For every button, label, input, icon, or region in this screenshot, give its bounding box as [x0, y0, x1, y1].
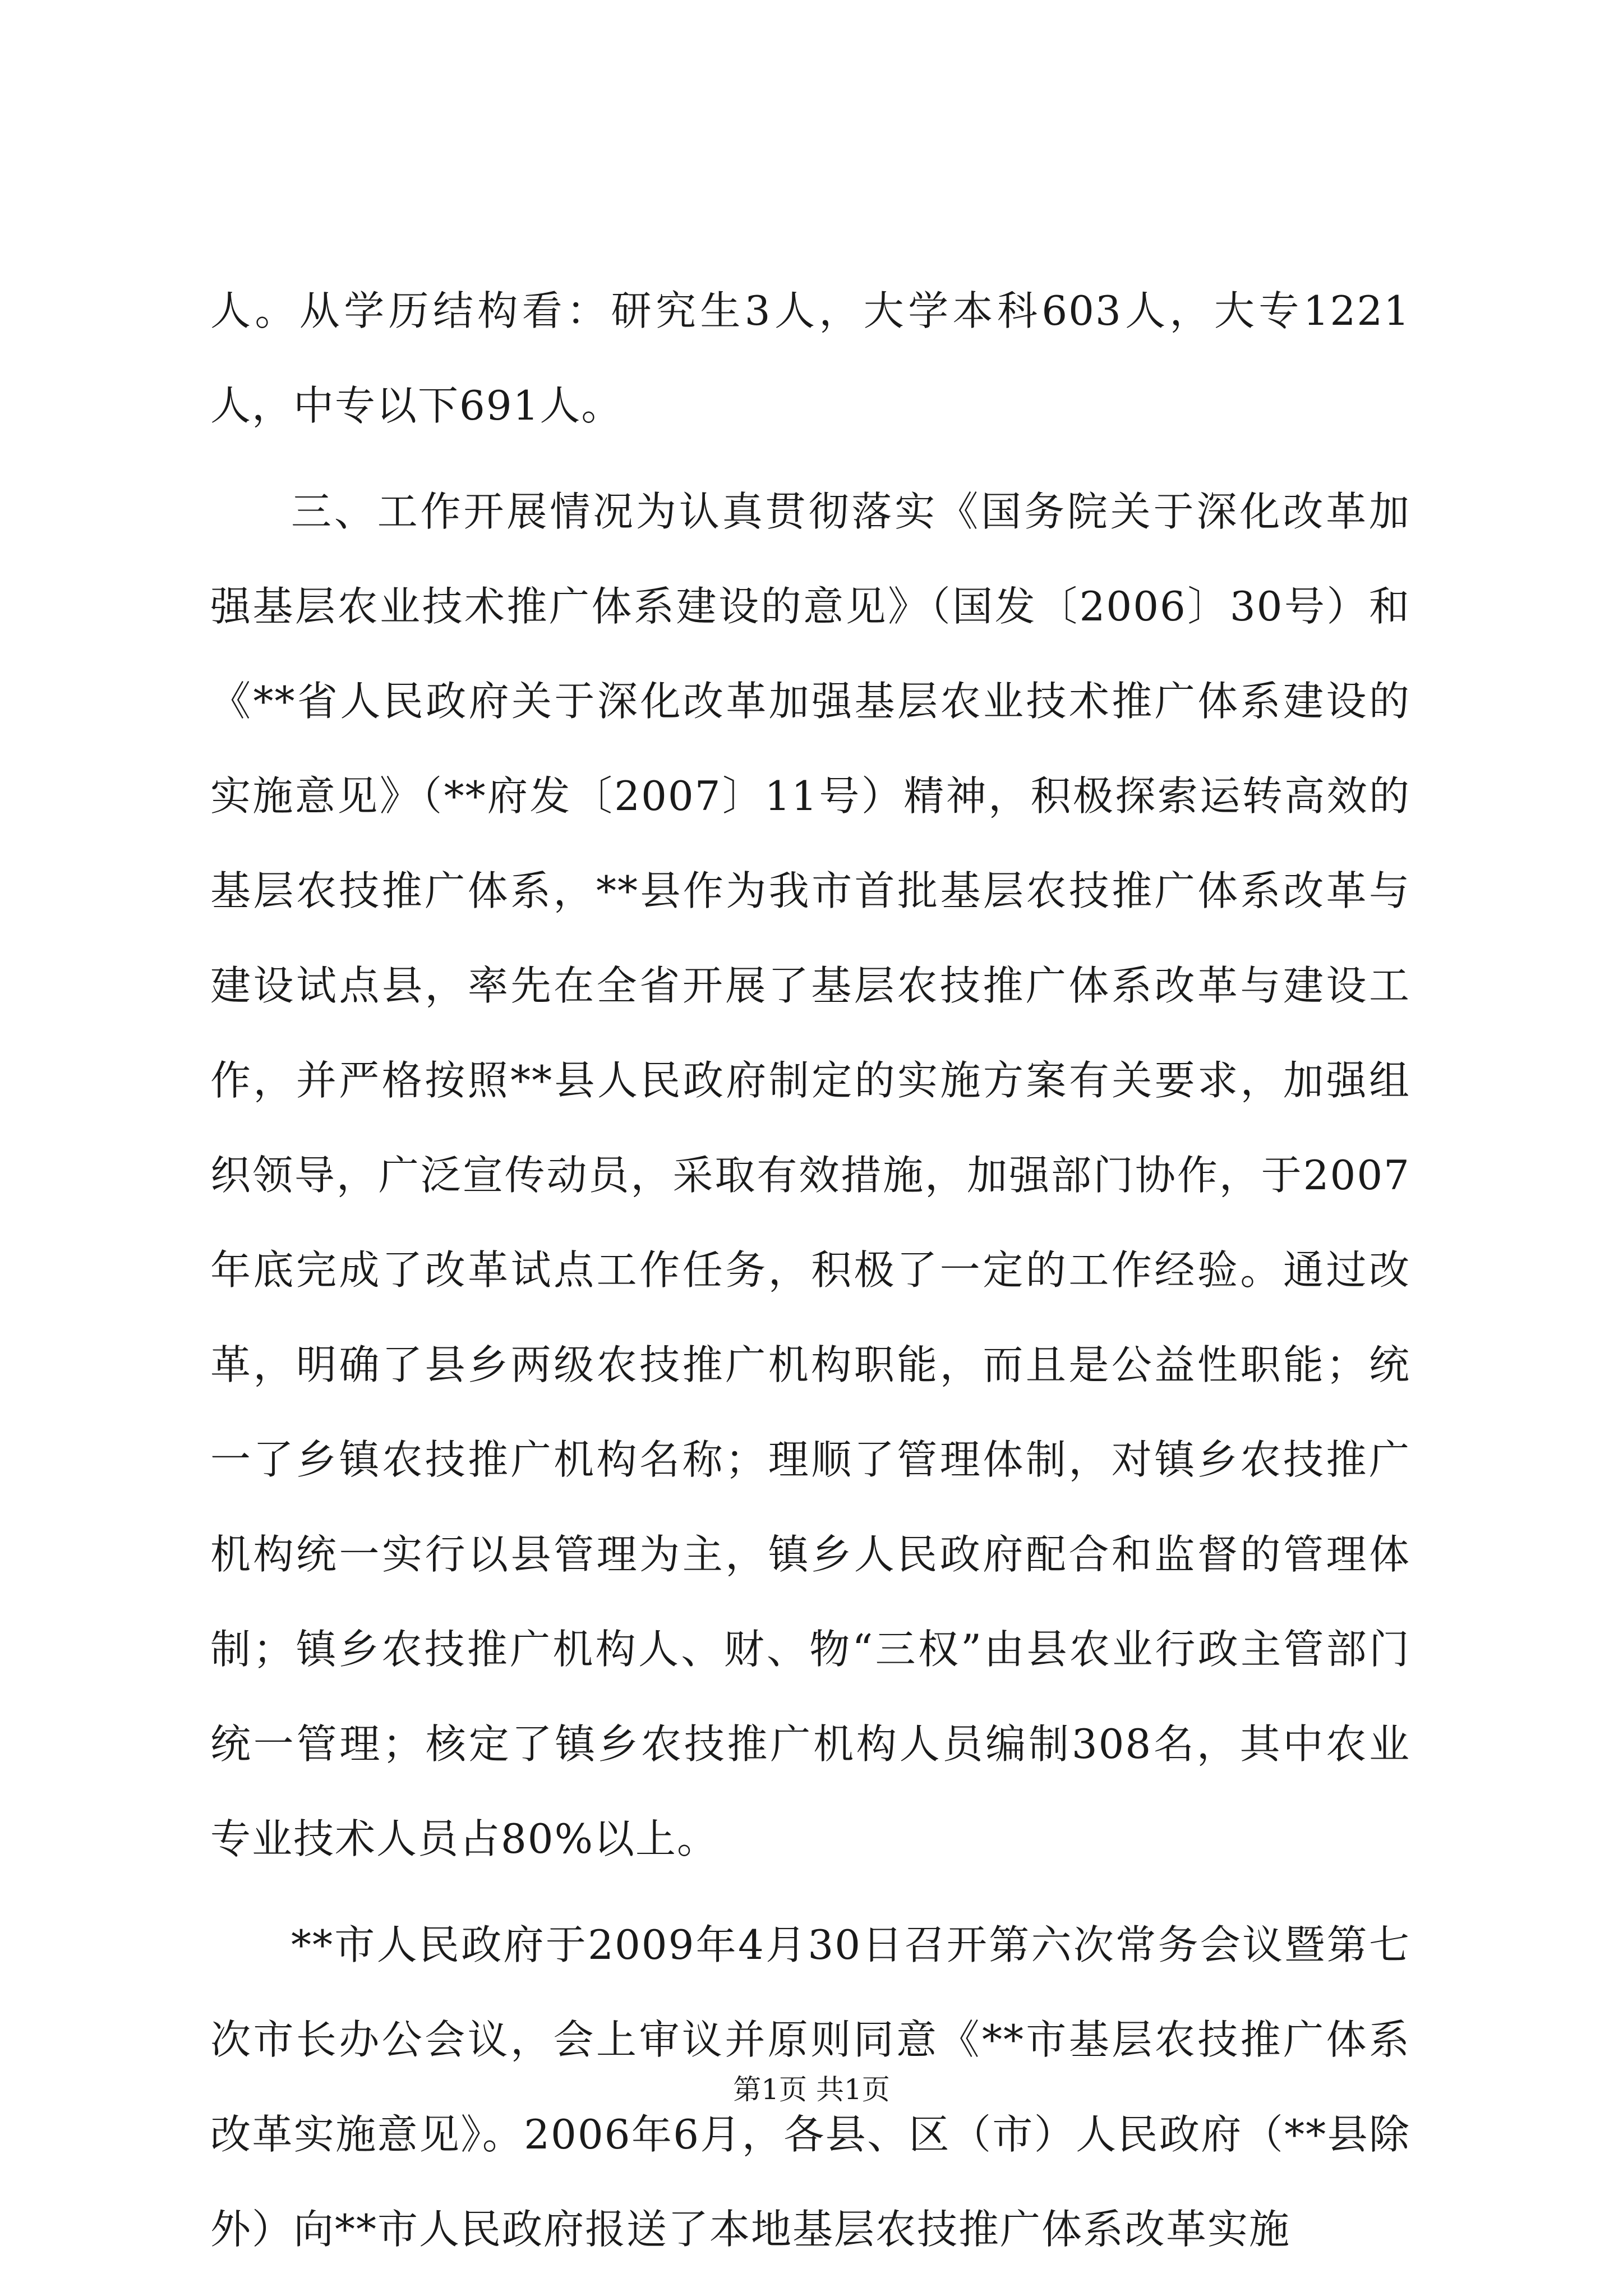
document-body [210, 264, 1410, 2277]
page-footer: 第1页 共1页 [733, 2073, 890, 2106]
paragraph-city-government: **市人民政府于2009年4月30日召开第六次常务会议暨第七次市长办公会议，会上审议并原则同意《**市基层农技推广体系改革实施意见》。2006年6月，各县、区（市）人民政府（**县除外）向**市人民政府报送了本地基层农技推广体系改革实施 [210, 1921, 1410, 2253]
paragraph-work-progress: 三、工作开展情况为认真贯彻落实《国务院关于深化改革加强基层农业技术推广体系建设的意见》（国发〔2006〕30号）和《**省人民政府关于深化改革加强基层农业技术推广体系建设的实施意见》（**府发〔2007〕11号）精神，积极探索运转高效的基层农技推广体系，**县作为我市首批基层农技推广体系改革与建设试点县，率先在全省开展了基层农技推广体系改革与建设工作，并严格按照**县人民政府制定的实施方案有关要求，加强组织领导，广泛宣传动员，采取有效措施，加强部门协作，于2007年底完成了改革试点工作任务，积极了一定的工作经验。通过改革，明确了县乡两级农技推广机构职能，而且是公益性职能；统一了乡镇农技推广机构名称；理顺了管理体制，对镇乡农技推广机构统一实行以县管理为主，镇乡人民政府配合和监督的管理体制；镇乡农技推广机构人、财、物“三权”由县农业行政主管部门统一管理；核定了镇乡农技推广机构人员编制308名，其中农业专业技术人员占80%以上。 [210, 488, 1410, 1862]
paragraph-education-stats: 人。从学历结构看：研究生3人，大学本科603人，大专1221人，中专以下691人。 [210, 287, 1410, 429]
